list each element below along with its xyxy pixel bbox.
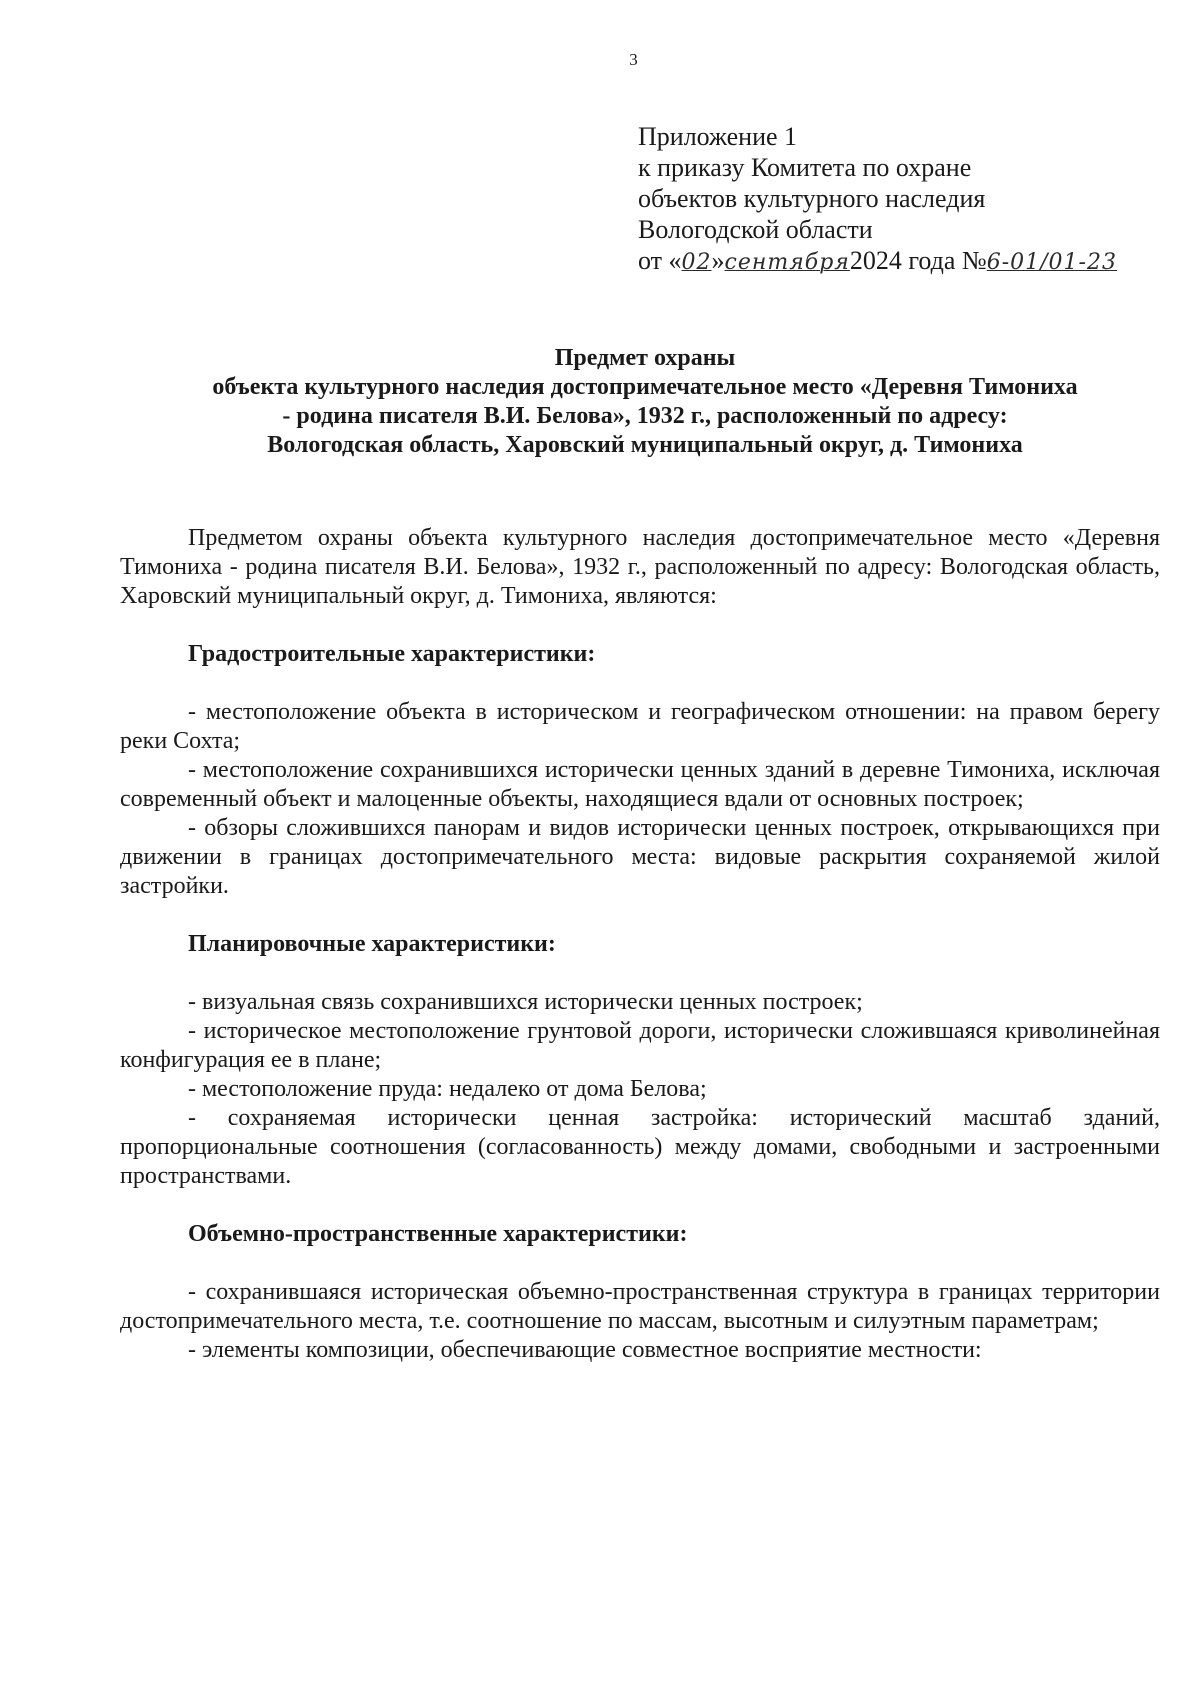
list-item: - местоположение объекта в историческом и географическом отношении: на правом берегу реки Сохта;	[120, 699, 1160, 754]
list-item: - визуальная связь сохранившихся исторически ценных построек;	[188, 989, 863, 1015]
handwritten-month: сентября	[724, 250, 850, 275]
section-heading-urban: Градостроительные характеристики:	[188, 641, 596, 667]
section-heading-planning: Планировочные характеристики:	[188, 931, 556, 957]
date-prefix: от «	[638, 246, 682, 275]
list-item: - местоположение сохранившихся исторически ценных зданий в деревне Тимониха, исключая современный объект и малоценные объекты, находящиеся вдали от основных построек;	[120, 757, 1160, 812]
date-separator: »	[711, 246, 725, 275]
list-item: - сохранившаяся историческая объемно-пространственная структура в границах территории достопримечательного места, т.е. соотношение по массам, высотным и силуэтным параметрам;	[120, 1279, 1160, 1334]
title-line-3: - родина писателя В.И. Белова», 1932 г., расположенный по адресу:	[282, 403, 1008, 429]
appendix-date-line	[638, 245, 1117, 278]
title-line-4: Вологодская область, Харовский муниципальный округ, д. Тимониха	[267, 432, 1023, 458]
title-line-2: объекта культурного наследия достопримечательное место «Деревня Тимониха	[212, 374, 1078, 400]
list-item: - местоположение пруда: недалеко от дома Белова;	[188, 1076, 707, 1102]
appendix-title: Приложение 1	[638, 122, 798, 151]
handwritten-order-number: 6-01/01-23	[986, 250, 1117, 275]
list-item: - историческое местоположение грунтовой дороги, исторически сложившаяся криволинейная конфигурация ее в плане;	[120, 1018, 1160, 1073]
date-year: 2024 года №	[849, 246, 987, 275]
appendix-region: Вологодской области	[638, 215, 873, 244]
document-body	[120, 524, 1160, 1365]
list-item: - обзоры сложившихся панорам и видов исторически ценных построек, открывающихся при движении в границах достопримечательного места: видовые раскрытия сохраняемой жилой застройки.	[120, 815, 1160, 899]
handwritten-day: 02	[681, 250, 712, 275]
appendix-block	[638, 121, 1117, 278]
document-title	[120, 344, 1170, 460]
intro-paragraph: Предметом охраны объекта культурного наследия достопримечательное место «Деревня Тимониха - родина писателя В.И. Белова», 1932 г., расположенный по адресу: Вологодская область, Харовский муниципальный округ, д. Тимониха, являются:	[120, 525, 1160, 609]
appendix-committee: объектов культурного наследия	[638, 184, 986, 213]
list-item: - сохраняемая исторически ценная застройка: исторический масштаб зданий, пропорциональные соотношения (согласованность) между домами, свободными и застроенными пространствами.	[120, 1105, 1160, 1189]
appendix-order-ref: к приказу Комитета по охране	[638, 153, 972, 182]
page-number: 3	[629, 50, 638, 69]
section-heading-volumetric: Объемно-пространственные характеристики:	[188, 1221, 688, 1247]
title-line-1: Предмет охраны	[554, 345, 736, 371]
list-item: - элементы композиции, обеспечивающие совместное восприятие местности:	[188, 1337, 982, 1363]
